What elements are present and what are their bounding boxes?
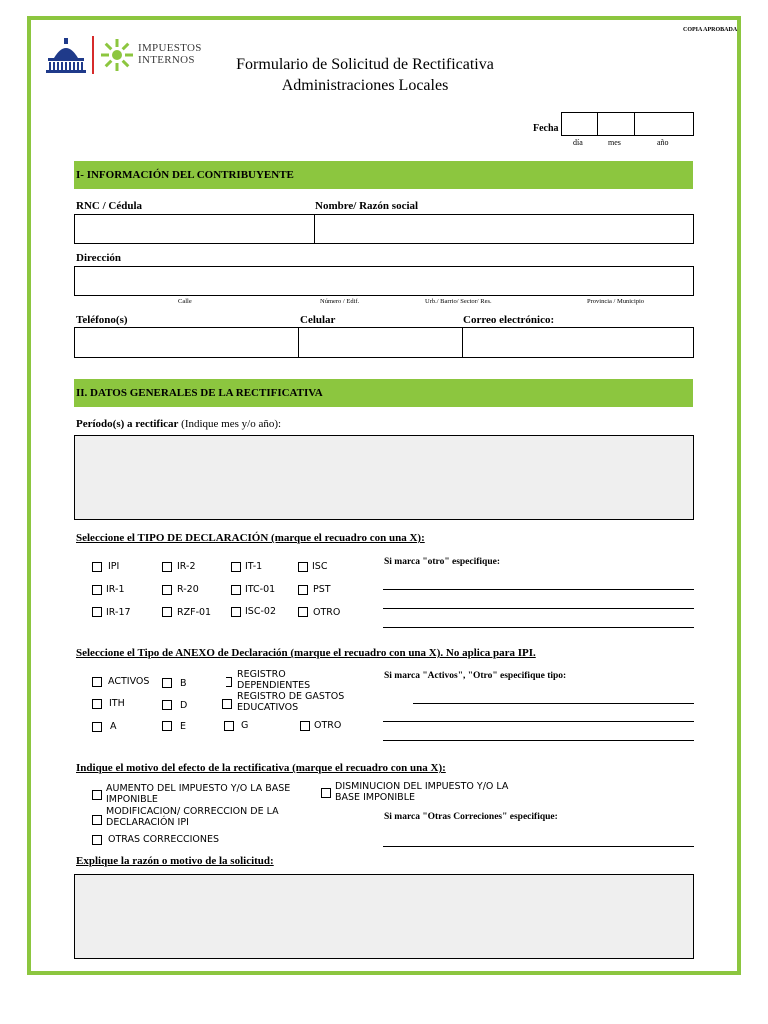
checkbox-registro-gastos-educativos[interactable] xyxy=(222,699,232,709)
impuestos-internos-sun-icon xyxy=(100,38,134,72)
razon-label: Explique la razón o motivo de la solicitud: xyxy=(76,855,274,867)
checkbox-ir-2[interactable] xyxy=(162,562,172,572)
date-year-field[interactable] xyxy=(634,112,694,136)
checkbox-ipi[interactable] xyxy=(92,562,102,572)
checkbox-modificacion-ipi[interactable] xyxy=(92,815,102,825)
checkbox-itc-01[interactable] xyxy=(231,585,241,595)
periodo-field[interactable] xyxy=(74,435,694,520)
motivo-spec-line[interactable] xyxy=(383,846,694,847)
date-month-field[interactable] xyxy=(597,112,635,136)
option-modificacion-ipi: MODIFICACION/ CORRECCION DE LA DECLARACIÓN IPI xyxy=(106,806,279,828)
logo-divider xyxy=(92,36,94,74)
correo-field[interactable] xyxy=(462,327,694,358)
option-isc: ISC xyxy=(312,561,328,572)
checkbox-e[interactable] xyxy=(162,721,172,731)
checkbox-ir-17[interactable] xyxy=(92,607,102,617)
direccion-label: Dirección xyxy=(76,252,122,264)
anexo-spec-line-3[interactable] xyxy=(383,740,694,741)
address-part-numero: Número / Edif. xyxy=(320,298,360,305)
form-subtitle: Administraciones Locales xyxy=(281,77,449,94)
checkbox-isc-02[interactable] xyxy=(231,607,241,617)
motivo-spec-label: Si marca "Otras Correciones" especifique: xyxy=(384,812,558,822)
checkbox-aumento[interactable] xyxy=(92,790,102,800)
checkbox-it-1[interactable] xyxy=(231,562,241,572)
address-part-urb: Urb./ Barrio/ Sector/ Res. xyxy=(425,298,492,305)
option-ir-1: IR-1 xyxy=(106,584,125,595)
nombre-label: Nombre/ Razón social xyxy=(315,200,419,212)
checkbox-ith[interactable] xyxy=(92,699,102,709)
anexo-spec-line-2[interactable] xyxy=(383,721,694,722)
option-ir-17: IR-17 xyxy=(106,607,131,618)
periodo-label-group xyxy=(76,418,281,430)
logo-line-2: INTERNOS xyxy=(138,54,195,66)
option-activos: ACTIVOS xyxy=(108,676,150,687)
date-day-field[interactable] xyxy=(561,112,598,136)
anexo-spec-label: Si marca "Activos", "Otro" especifique tipo: xyxy=(384,671,567,681)
section-1-header xyxy=(74,161,693,189)
checkbox-disminucion[interactable] xyxy=(321,788,331,798)
nombre-field[interactable] xyxy=(314,214,694,244)
option-itc-01: ITC-01 xyxy=(245,584,276,595)
motivo-label: Indique el motivo del efecto de la rectificativa (marque el recuadro con una X): xyxy=(76,762,446,774)
form-title: Formulario de Solicitud de Rectificativa xyxy=(236,56,494,73)
razon-field[interactable] xyxy=(74,874,694,959)
checkbox-d[interactable] xyxy=(162,700,172,710)
option-r-20: R-20 xyxy=(177,584,199,595)
checkbox-activos[interactable] xyxy=(92,677,102,687)
section-1-title: I- INFORMACIÓN DEL CONTRIBUYENTE xyxy=(76,169,294,181)
address-part-provincia: Provincia / Municipio xyxy=(587,298,645,305)
celular-field[interactable] xyxy=(298,327,463,358)
checkbox-g[interactable] xyxy=(224,721,234,731)
copy-approved-tag: COPIA APROBADA xyxy=(683,27,738,33)
option-isc-02: ISC-02 xyxy=(245,606,276,617)
option-rzf-01: RZF-01 xyxy=(177,607,212,618)
logo-wordmark xyxy=(138,42,202,66)
option-pst: PST xyxy=(313,584,331,595)
tipo-declaracion-label: Seleccione el TIPO DE DECLARACIÓN (marque el recuadro con una X): xyxy=(76,532,425,544)
checkbox-a[interactable] xyxy=(92,722,102,732)
checkbox-b[interactable] xyxy=(162,678,172,688)
checkbox-isc[interactable] xyxy=(298,562,308,572)
option-it-1: IT-1 xyxy=(245,561,263,572)
option-aumento: AUMENTO DEL IMPUESTO Y/O LA BASE IMPONIBLE xyxy=(106,783,291,805)
address-part-calle: Calle xyxy=(178,298,192,305)
option-otras-correcciones: OTRAS CORRECCIONES xyxy=(108,834,220,845)
date-month-label: mes xyxy=(608,138,621,147)
national-palace-logo-icon xyxy=(44,36,88,76)
telefono-label: Teléfono(s) xyxy=(76,314,128,326)
checkbox-rzf-01[interactable] xyxy=(162,607,172,617)
tipo-declaracion-spec-line-2[interactable] xyxy=(383,608,694,609)
correo-label: Correo electrónico: xyxy=(463,314,555,326)
option-ith: ITH xyxy=(109,698,125,709)
option-registro-dependientes: REGISTRO DEPENDIENTES xyxy=(237,669,311,691)
telefono-field[interactable] xyxy=(74,327,299,358)
checkbox-pst[interactable] xyxy=(298,585,308,595)
checkbox-r-20[interactable] xyxy=(162,585,172,595)
anexo-label: Seleccione el Tipo de ANEXO de Declaración (marque el recuadro con una X). No aplica para IPI. xyxy=(76,647,536,659)
option-disminucion: DISMINUCION DEL IMPUESTO Y/O LA BASE IMPONIBLE xyxy=(335,781,509,803)
direccion-field[interactable] xyxy=(74,266,694,296)
option-g: G xyxy=(241,720,249,731)
checkbox-anexo-otro[interactable] xyxy=(300,721,310,731)
section-2-header xyxy=(74,379,693,407)
anexo-spec-line-1[interactable] xyxy=(413,703,694,704)
fecha-label: Fecha xyxy=(533,123,559,134)
rnc-field[interactable] xyxy=(74,214,315,244)
tipo-declaracion-spec-line-3[interactable] xyxy=(383,627,694,628)
checkbox-otras-correcciones[interactable] xyxy=(92,835,102,845)
checkbox-ir-1[interactable] xyxy=(92,585,102,595)
option-anexo-otro: OTRO xyxy=(314,720,342,731)
periodo-label: Período(s) a rectificar xyxy=(76,418,179,430)
option-ipi: IPI xyxy=(108,561,120,572)
logo-line-1: IMPUESTOS xyxy=(138,42,202,54)
tipo-declaracion-spec-label: Si marca "otro" especifique: xyxy=(384,557,500,567)
periodo-hint: (Indique mes y/o año): xyxy=(181,418,282,430)
option-e: E xyxy=(180,721,187,732)
option-registro-gastos-educativos: REGISTRO DE GASTOS EDUCATIVOS xyxy=(237,691,345,713)
option-a: A xyxy=(110,721,117,732)
option-d: D xyxy=(180,700,188,711)
date-year-label: año xyxy=(657,138,669,147)
checkbox-registro-dependientes[interactable] xyxy=(226,677,232,687)
option-ir-2: IR-2 xyxy=(177,561,196,572)
option-otro: OTRO xyxy=(313,607,341,618)
celular-label: Celular xyxy=(300,314,336,326)
section-2-title: II. DATOS GENERALES DE LA RECTIFICATIVA xyxy=(76,387,323,399)
tipo-declaracion-spec-line-1[interactable] xyxy=(383,589,694,590)
date-day-label: día xyxy=(573,138,583,147)
checkbox-otro[interactable] xyxy=(298,607,308,617)
option-b: B xyxy=(180,678,187,689)
rnc-label: RNC / Cédula xyxy=(76,200,143,212)
